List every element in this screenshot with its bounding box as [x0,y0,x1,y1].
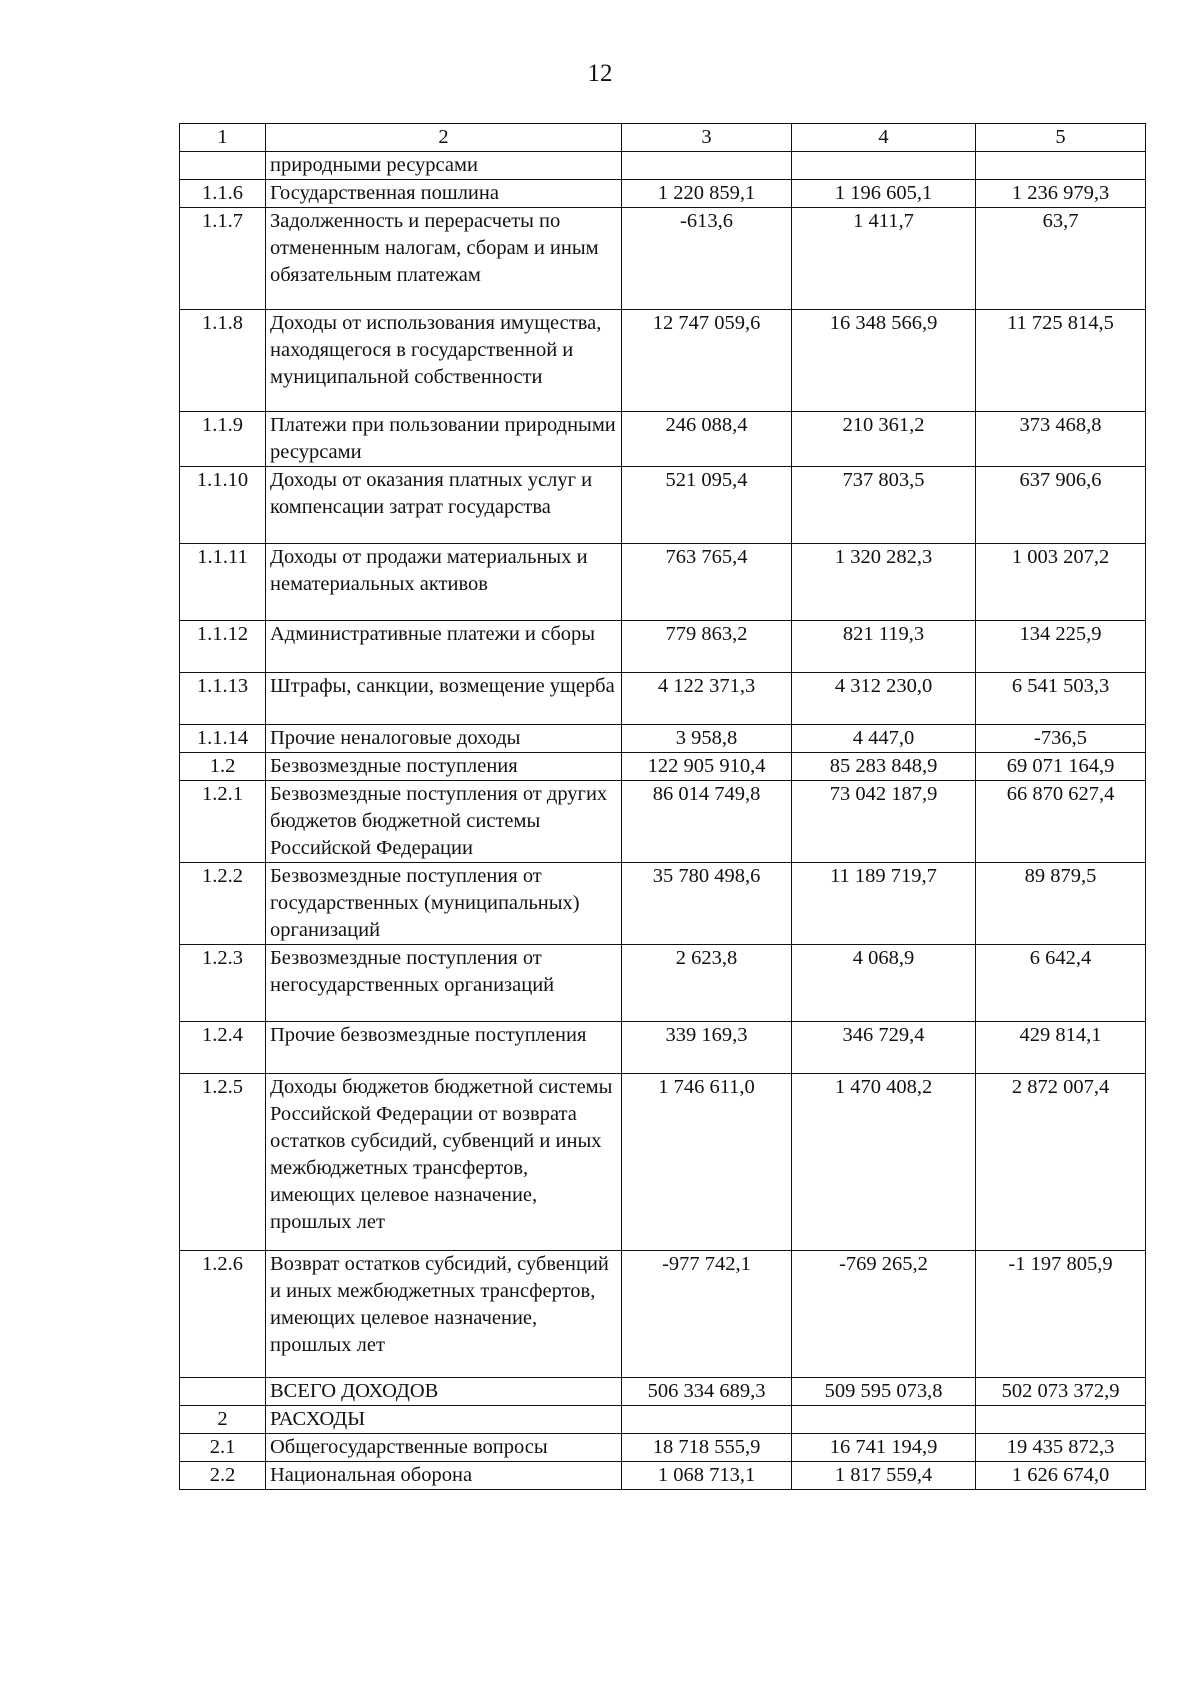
value-col-5 [976,1406,1146,1434]
table-row [180,467,1146,544]
value-col-4: 821 119,3 [792,621,976,673]
table-row [180,544,1146,621]
value-col-5: -736,5 [976,725,1146,753]
row-name: Административные платежи и сборы [266,621,622,673]
value-col-5: 6 541 503,3 [976,673,1146,725]
column-header-2: 2 [266,124,622,152]
table-row [180,310,1146,412]
value-col-5: -1 197 805,9 [976,1251,1146,1378]
row-name: Прочие неналоговые доходы [266,725,622,753]
row-name: Безвозмездные поступления от негосударственных организаций [266,945,622,1022]
value-col-4: 1 196 605,1 [792,180,976,208]
value-col-3: 122 905 910,4 [622,753,792,781]
page-number: 12 [587,60,613,87]
table-row [180,1022,1146,1074]
value-col-3 [622,152,792,180]
value-col-5: 134 225,9 [976,621,1146,673]
value-col-4: 4 447,0 [792,725,976,753]
row-name: Национальная оборона [266,1462,622,1490]
value-col-3: 506 334 689,3 [622,1378,792,1406]
table-row [180,1378,1146,1406]
row-name: Прочие безвозмездные поступления [266,1022,622,1074]
value-col-3: 86 014 749,8 [622,781,792,863]
value-col-4: 1 320 282,3 [792,544,976,621]
row-name: Безвозмездные поступления от других бюджетов бюджетной системы Российской Федерации [266,781,622,863]
row-code: 1.1.10 [180,467,266,544]
value-col-4: 4 312 230,0 [792,673,976,725]
column-header-3: 3 [622,124,792,152]
value-col-4 [792,1406,976,1434]
row-name: РАСХОДЫ [266,1406,622,1434]
row-code: 1.1.13 [180,673,266,725]
table-row [180,1251,1146,1378]
value-col-3: 521 095,4 [622,467,792,544]
value-col-5: 11 725 814,5 [976,310,1146,412]
table-row [180,1074,1146,1251]
value-col-3: 12 747 059,6 [622,310,792,412]
value-col-4: 737 803,5 [792,467,976,544]
value-col-3: 3 958,8 [622,725,792,753]
row-code: 1.1.8 [180,310,266,412]
table-row [180,945,1146,1022]
row-code: 2.2 [180,1462,266,1490]
value-col-4: 1 411,7 [792,208,976,310]
header-row [180,124,1146,152]
row-code: 1.2.5 [180,1074,266,1251]
budget-table [179,123,1146,1490]
row-code: 1.1.12 [180,621,266,673]
row-code [180,1378,266,1406]
row-code [180,152,266,180]
table-row [180,180,1146,208]
row-name: Доходы от продажи материальных и нематериальных активов [266,544,622,621]
table-row [180,781,1146,863]
value-col-3: -977 742,1 [622,1251,792,1378]
row-code: 1.2.2 [180,863,266,945]
row-name: Возврат остатков субсидий, субвенций и иных межбюджетных трансфертов, имеющих целевое назначение, прошлых лет [266,1251,622,1378]
column-header-1: 1 [180,124,266,152]
value-col-5: 89 879,5 [976,863,1146,945]
value-col-4: 210 361,2 [792,412,976,467]
row-code: 1.2.4 [180,1022,266,1074]
row-name: Доходы от оказания платных услуг и компенсации затрат государства [266,467,622,544]
value-col-5: 429 814,1 [976,1022,1146,1074]
table-row [180,412,1146,467]
value-col-4: 346 729,4 [792,1022,976,1074]
table-row [180,863,1146,945]
value-col-4: 509 595 073,8 [792,1378,976,1406]
value-col-4: 11 189 719,7 [792,863,976,945]
value-col-3: 763 765,4 [622,544,792,621]
value-col-5: 1 236 979,3 [976,180,1146,208]
row-code: 1.1.7 [180,208,266,310]
value-col-4 [792,152,976,180]
value-col-3: 339 169,3 [622,1022,792,1074]
value-col-3: 4 122 371,3 [622,673,792,725]
table-row [180,673,1146,725]
row-code: 2.1 [180,1434,266,1462]
value-col-5: 66 870 627,4 [976,781,1146,863]
row-name: Общегосударственные вопросы [266,1434,622,1462]
row-code: 1.1.11 [180,544,266,621]
row-code: 1.2.3 [180,945,266,1022]
value-col-3: 779 863,2 [622,621,792,673]
value-col-4: 4 068,9 [792,945,976,1022]
value-col-4: 16 348 566,9 [792,310,976,412]
table-row [180,1462,1146,1490]
row-name: Государственная пошлина [266,180,622,208]
table-row [180,208,1146,310]
value-col-3 [622,1406,792,1434]
value-col-3: 1 746 611,0 [622,1074,792,1251]
value-col-3: 1 220 859,1 [622,180,792,208]
value-col-4: 1 817 559,4 [792,1462,976,1490]
column-header-5: 5 [976,124,1146,152]
value-col-3: 18 718 555,9 [622,1434,792,1462]
value-col-5: 637 906,6 [976,467,1146,544]
row-name: Задолженность и перерасчеты по отмененным налогам, сборам и иным обязательным платежам [266,208,622,310]
value-col-5: 19 435 872,3 [976,1434,1146,1462]
row-name: Безвозмездные поступления от государственных (муниципальных) организаций [266,863,622,945]
value-col-4: 1 470 408,2 [792,1074,976,1251]
table-row [180,725,1146,753]
value-col-5: 1 003 207,2 [976,544,1146,621]
table-row [180,1406,1146,1434]
value-col-4: -769 265,2 [792,1251,976,1378]
value-col-5: 373 468,8 [976,412,1146,467]
row-code: 2 [180,1406,266,1434]
row-name: Платежи при пользовании природными ресурсами [266,412,622,467]
row-name: Доходы от использования имущества, находящегося в государственной и муниципальной собственности [266,310,622,412]
value-col-3: 1 068 713,1 [622,1462,792,1490]
row-code: 1.2.1 [180,781,266,863]
value-col-5 [976,152,1146,180]
value-col-5: 1 626 674,0 [976,1462,1146,1490]
row-name: Доходы бюджетов бюджетной системы Российской Федерации от возврата остатков субсидий, субвенций и иных межбюджетных трансфертов, имеющих целевое назначение, прошлых лет [266,1074,622,1251]
table-row [180,152,1146,180]
table-row [180,753,1146,781]
value-col-5: 63,7 [976,208,1146,310]
row-name: Штрафы, санкции, возмещение ущерба [266,673,622,725]
value-col-3: 2 623,8 [622,945,792,1022]
column-header-4: 4 [792,124,976,152]
value-col-4: 85 283 848,9 [792,753,976,781]
value-col-5: 502 073 372,9 [976,1378,1146,1406]
row-code: 1.1.6 [180,180,266,208]
row-name: Безвозмездные поступления [266,753,622,781]
row-code: 1.1.14 [180,725,266,753]
value-col-5: 69 071 164,9 [976,753,1146,781]
value-col-4: 73 042 187,9 [792,781,976,863]
value-col-5: 6 642,4 [976,945,1146,1022]
row-name: ВСЕГО ДОХОДОВ [266,1378,622,1406]
row-code: 1.2 [180,753,266,781]
value-col-4: 16 741 194,9 [792,1434,976,1462]
row-name: природными ресурсами [266,152,622,180]
row-code: 1.2.6 [180,1251,266,1378]
value-col-3: 35 780 498,6 [622,863,792,945]
table-row [180,1434,1146,1462]
row-code: 1.1.9 [180,412,266,467]
value-col-3: -613,6 [622,208,792,310]
value-col-3: 246 088,4 [622,412,792,467]
value-col-5: 2 872 007,4 [976,1074,1146,1251]
table-row [180,621,1146,673]
